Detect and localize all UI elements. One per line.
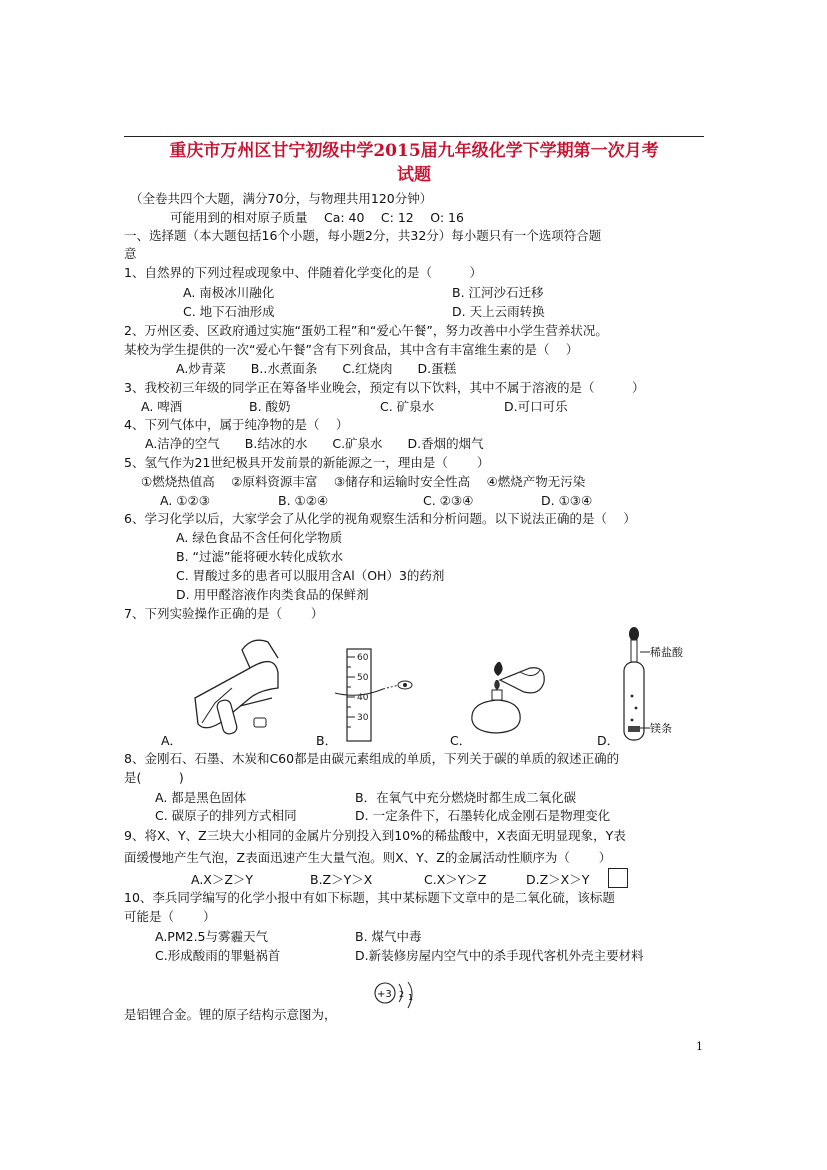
q7-cylinder-tick-50: 50 bbox=[357, 673, 369, 683]
q7-cylinder-tick-60: 60 bbox=[357, 653, 369, 663]
exam-title: 重庆市万州区甘宁初级中学2015届九年级化学下学期第一次月考 bbox=[169, 141, 659, 161]
q2-stem-cont: 某校为学生提供的一次“爱心午餐”含有下列食品，其中含有丰富维生素的是（ ） bbox=[124, 342, 579, 357]
atomic-mass-line: 可能用到的相对原子质量 Ca: 40 C: 12 O: 16 bbox=[170, 210, 464, 225]
q7-figure-d bbox=[610, 624, 720, 744]
q2-options: A.炒青菜 B..水煮面条 C.红烧肉 D.蛋糕 bbox=[176, 361, 457, 376]
q7-label-a: A． bbox=[161, 733, 183, 748]
q1-stem: 1、自然界的下列过程或现象中、伴随着化学变化的是（ ） bbox=[124, 265, 482, 280]
atom-nucleus-charge: +3 bbox=[377, 989, 392, 1000]
section-heading-cont: 意 bbox=[124, 246, 137, 261]
q2-stem: 2、万州区委、区政府通过实施“蛋奶工程”和“爱心午餐”，努力改善中小学生营养状况。 bbox=[124, 323, 608, 338]
q3-stem: 3、我校初三年级的同学正在筹备毕业晚会，预定有以下饮料，其中不属于溶液的是（ ） bbox=[124, 380, 645, 395]
section-heading: 一、选择题（本大题包括16个小题，每小题2分，共32分）每小题只有一个选项符合题 bbox=[124, 228, 602, 243]
q7-label-acid: 稀盐酸 bbox=[650, 646, 683, 659]
q10-option-b: B. 煤气中毒 bbox=[355, 929, 422, 944]
q8-stem: 8、金刚石、石墨、木炭和C60都是由碳元素组成的单质，下列关于碳的单质的叙述正确的 bbox=[124, 751, 620, 766]
q9-option-a: A.X＞Z＞Y bbox=[191, 872, 254, 887]
q1-option-b: B. 江河沙石迁移 bbox=[452, 285, 544, 300]
q1-option-c: C. 地下石油形成 bbox=[183, 304, 275, 319]
q8-option-d: D. 一定条件下，石墨转化成金刚石是物理变化 bbox=[355, 808, 611, 823]
q9-stem: 9、将X、Y、Z三块大小相同的金属片分别投入到10%的稀盐酸中，X表面无明显现象，Y表 bbox=[124, 828, 626, 843]
q7-label-b: B． bbox=[316, 733, 338, 748]
q8-option-b: B．在氧气中充分燃烧时都生成二氧化碳 bbox=[355, 790, 577, 805]
q7-figure-b bbox=[325, 645, 420, 745]
q3-option-a: A. 啤酒 bbox=[141, 399, 183, 414]
q5-option-a: A. ①②③ bbox=[160, 493, 210, 508]
q10-option-a: A.PM2.5与雾霾天气 bbox=[155, 929, 269, 944]
atom-shell2-electrons: 1 bbox=[408, 993, 414, 1002]
q7-label-d: D． bbox=[597, 733, 620, 748]
q1-option-d: D. 天上云雨转换 bbox=[452, 304, 545, 319]
q5-option-c: C. ②③④ bbox=[423, 493, 474, 508]
q6-option-d: D. 用甲醛溶液作肉类食品的保鲜剂 bbox=[176, 587, 369, 602]
q7-stem: 7、下列实验操作正确的是（ ） bbox=[124, 606, 324, 621]
header-rule bbox=[124, 136, 704, 137]
lithium-atom-diagram bbox=[372, 980, 424, 1024]
q7-figure-a bbox=[180, 628, 295, 738]
q6-option-c: C. 胃酸过多的患者可以服用含Al（OH）3的药剂 bbox=[176, 568, 445, 583]
q3-option-c: C. 矿泉水 bbox=[380, 399, 435, 414]
q6-option-b: B. “过滤”能将硬水转化成软水 bbox=[176, 549, 343, 564]
q7-label-c: C． bbox=[450, 733, 472, 748]
q7-cylinder-tick-40: 40 bbox=[357, 693, 369, 703]
q10-stem: 10、李兵同学编写的化学小报中有如下标题，其中某标题下文章中的是二氧化硫，该标题 bbox=[124, 890, 615, 905]
atom-shell1-electrons: 2 bbox=[399, 990, 405, 999]
q5-option-b: B. ①②④ bbox=[278, 493, 329, 508]
q7-cylinder-tick-30: 30 bbox=[357, 713, 369, 723]
exam-title-cont: 试题 bbox=[397, 165, 431, 185]
q10-tail-text: 是铝锂合金。锂的原子结构示意图为， bbox=[124, 1007, 337, 1022]
q6-stem: 6、学习化学以后，大家学会了从化学的视角观察生活和分析问题。以下说法正确的是（ ） bbox=[124, 511, 636, 526]
q8-stem-cont: 是( ) bbox=[124, 770, 184, 785]
q5-items: ①燃烧热值高 ②原料资源丰富 ③储存和运输时安全性高 ④燃烧产物无污染 bbox=[141, 474, 586, 489]
q8-option-a: A. 都是黑色固体 bbox=[155, 790, 247, 805]
page-number: 1 bbox=[696, 1040, 703, 1053]
q5-stem: 5、氢气作为21世纪极具开发前景的新能源之一，理由是（ ） bbox=[124, 455, 490, 470]
q10-option-d: D.新装修房屋内空气中的杀手现代客机外壳主要材料 bbox=[355, 948, 644, 963]
q6-option-a: A. 绿色食品不含任何化学物质 bbox=[176, 530, 343, 545]
q9-stem-cont: 面缓慢地产生气泡，Z表面迅速产生大量气泡。则X、Y、Z的金属活动性顺序为（ ） bbox=[124, 850, 612, 865]
q1-option-a: A. 南极冰川融化 bbox=[183, 285, 275, 300]
q10-option-c: C.形成酸雨的罪魁祸首 bbox=[155, 948, 281, 963]
q3-option-d: D.可口可乐 bbox=[504, 399, 568, 414]
q8-option-c: C. 碳原子的排列方式相同 bbox=[155, 808, 297, 823]
q5-option-d: D. ①③④ bbox=[541, 493, 593, 508]
q10-stem-cont: 可能是（ ） bbox=[124, 909, 216, 924]
q9-option-b: B.Z＞Y＞X bbox=[310, 872, 373, 887]
q9-option-c: C.X＞Y＞Z bbox=[424, 872, 487, 887]
q9-option-d: D.Z＞X＞Y bbox=[526, 872, 590, 887]
q4-stem: 4、下列气体中，属于纯净物的是（ ） bbox=[124, 417, 349, 432]
exam-info: （全卷共四个大题，满分70分，与物理共用120分钟） bbox=[130, 191, 433, 206]
answer-box bbox=[608, 868, 628, 888]
q7-figure-c bbox=[460, 650, 555, 740]
q4-options: A.洁净的空气 B.结冰的水 C.矿泉水 D.香烟的烟气 bbox=[145, 436, 484, 451]
q7-label-mg-strip: 镁条 bbox=[650, 722, 672, 735]
q3-option-b: B. 酸奶 bbox=[249, 399, 291, 414]
